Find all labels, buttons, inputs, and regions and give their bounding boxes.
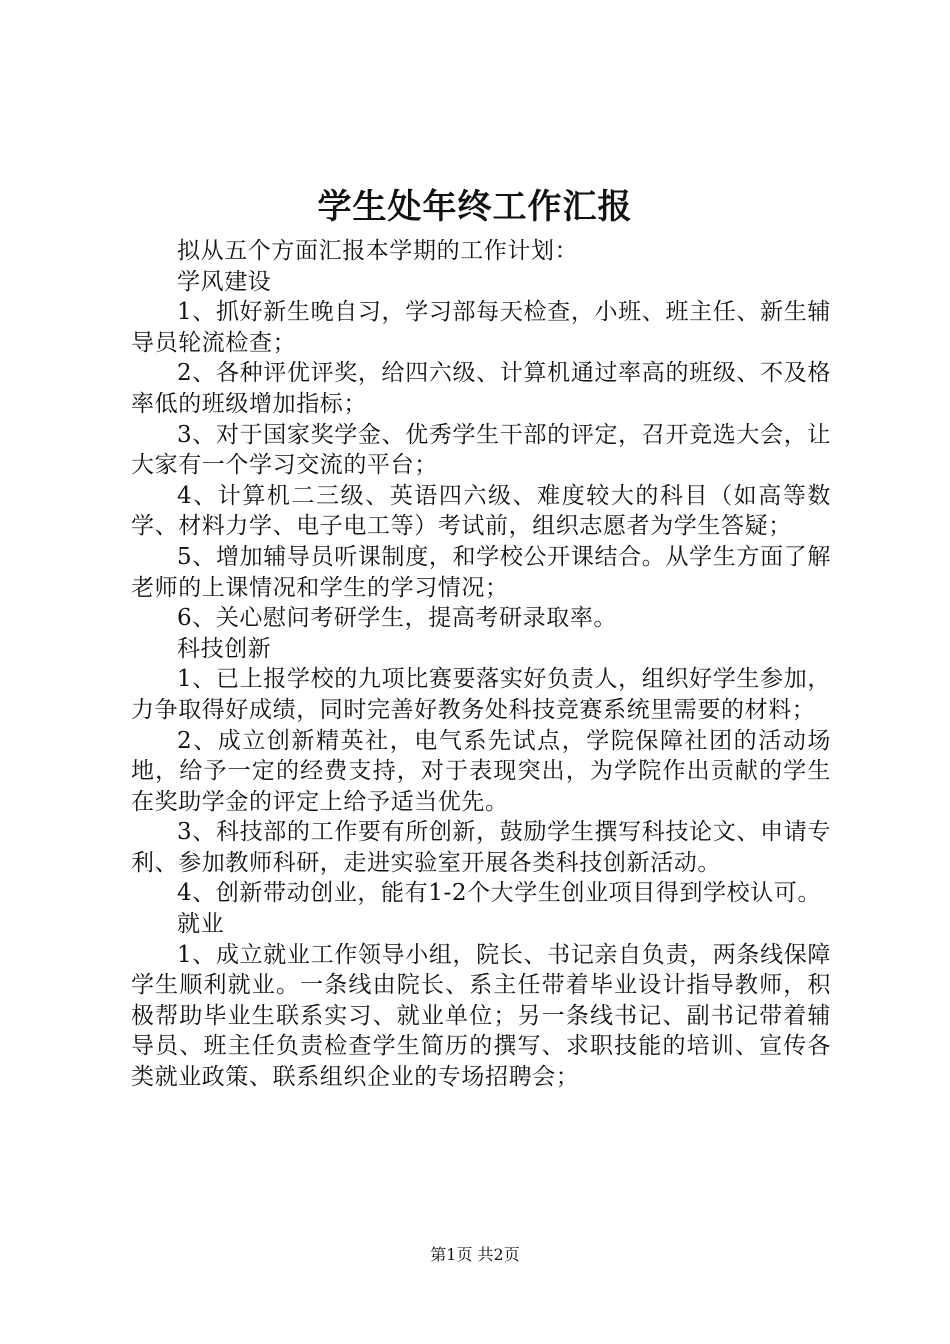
intro-paragraph: 拟从五个方面汇报本学期的工作计划：: [177, 238, 579, 264]
paragraph-innovation-4: 4、创新带动创业，能有1-2个大学生创业项目得到学校认可。: [177, 880, 822, 907]
paragraph-study-1: 1、抓好新生晚自习，学习部每天检查，小班、班主任、新生辅导员轮流检查；: [131, 299, 831, 356]
paragraph-employment-1: 1、成立就业工作领导小组，院长、书记亲自负责，两条线保障学生顺利就业。一条线由院长、系主任带着毕业设计指导教师，积极帮助毕业生联系实习、就业单位；另一条线书记、副书记带着辅导员、班主任负责检查学生简历的撰写、求职技能的培训、宣传各类就业政策、联系组织企业的专场招聘会；: [131, 941, 831, 1091]
document-body: [131, 236, 831, 1093]
paragraph-study-2: 2、各种评优评奖，给四六级、计算机通过率高的班级、不及格率低的班级增加指标；: [131, 360, 831, 417]
paragraph-innovation-1: 1、已上报学校的九项比赛要落实好负责人，组织好学生参加，力争取得好成绩，同时完善好教务处科技竞赛系统里需要的材料；: [131, 666, 831, 723]
section-heading-employment: 就业: [177, 911, 225, 938]
page-footer: 第1页 共2页: [430, 1245, 520, 1264]
section-heading-innovation: 科技创新: [177, 635, 272, 662]
paragraph-study-4: 4、计算机二三级、英语四六级、难度较大的科目（如高等数学、材料力学、电子电工等）考试前，组织志愿者为学生答疑；: [131, 482, 831, 540]
document-title: 学生处年终工作汇报: [317, 187, 633, 227]
paragraph-study-5: 5、增加辅导员听课制度，和学校公开课结合。从学生方面了解老师的上课情况和学生的学习情况；: [131, 543, 831, 601]
paragraph-innovation-2: 2、成立创新精英社，电气系先试点，学院保障社团的活动场地，给予一定的经费支持，对于表现突出，为学院作出贡献的学生在奖助学金的评定上给予适当优先。: [131, 727, 831, 815]
paragraph-innovation-3: 3、科技部的工作要有所创新，鼓励学生撰写科技论文、申请专利、参加教师科研，走进实验室开展各类科技创新活动。: [131, 819, 831, 876]
paragraph-study-3: 3、对于国家奖学金、优秀学生干部的评定，召开竞选大会，让大家有一个学习交流的平台；: [131, 421, 831, 479]
paragraph-study-6: 6、关心慰问考研学生，提高考研录取率。: [177, 605, 618, 632]
section-heading-study-style: 学风建设: [177, 268, 272, 295]
